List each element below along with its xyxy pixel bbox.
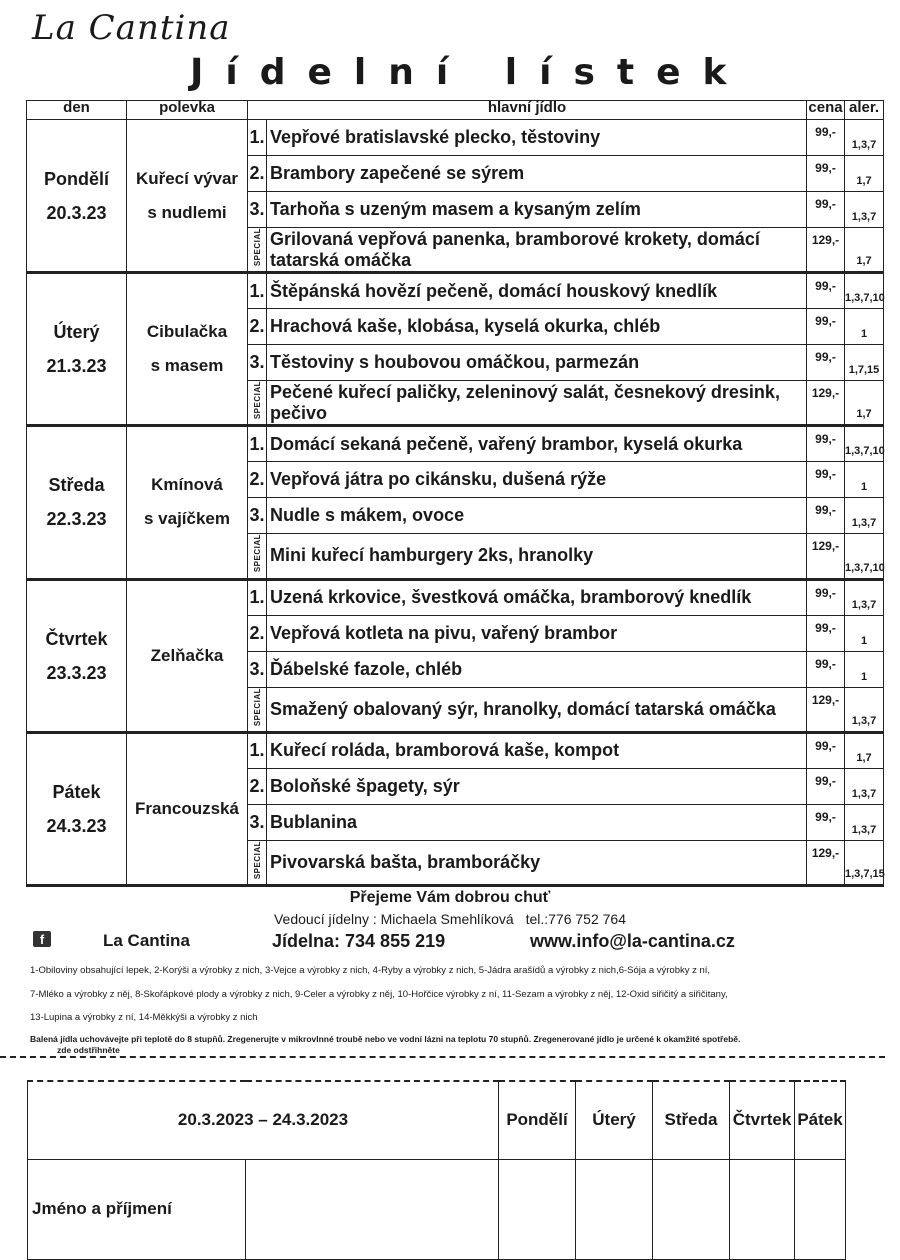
cut-line <box>0 1056 885 1058</box>
dish-number: 1. <box>248 579 267 615</box>
dish-name: Uzená krkovice, švestková omáčka, bramborový knedlík <box>267 579 807 615</box>
soup-cell <box>127 579 248 732</box>
day-cell <box>27 426 127 579</box>
special-label <box>248 381 267 426</box>
dish-number: 2. <box>248 156 267 192</box>
dish-name: Boloňské špagety, sýr <box>267 768 807 804</box>
dish-price: 99,- <box>807 651 845 687</box>
dish-price: 129,- <box>807 687 845 732</box>
dish-name: Tarhoňa s uzeným masem a kysaným zelím <box>267 192 807 228</box>
dish-price: 129,- <box>807 534 845 579</box>
menu-row <box>27 273 884 309</box>
dish-price: 99,- <box>807 804 845 840</box>
day-date: 22.3.23 <box>46 509 107 530</box>
dish-number: 3. <box>248 192 267 228</box>
soup-cell <box>127 273 248 426</box>
dish-name: Mini kuřecí hamburgery 2ks, hranolky <box>267 534 807 579</box>
dish-price: 99,- <box>807 579 845 615</box>
order-name-field[interactable] <box>246 1159 499 1259</box>
dish-allergens: 1,3,7 <box>845 687 884 732</box>
dish-number: 3. <box>248 345 267 381</box>
soup-name: Kuřecí vývar <box>135 168 239 188</box>
header-soup: polevka <box>127 101 248 120</box>
order-date-range: 20.3.2023 – 24.3.2023 <box>28 1081 499 1159</box>
order-cell-3[interactable] <box>730 1159 795 1259</box>
dish-allergens: 1,3,7 <box>845 120 884 156</box>
dish-price: 129,- <box>807 381 845 426</box>
day-name: Úterý <box>53 322 100 343</box>
day-name: Středa <box>48 475 105 496</box>
special-label <box>248 840 267 885</box>
day-date: 24.3.23 <box>46 815 107 836</box>
manager-line <box>0 911 900 927</box>
dish-allergens: 1,3,7,10 <box>845 534 884 579</box>
dish-number: 2. <box>248 309 267 345</box>
special-text: SPECIAL <box>252 534 262 573</box>
day-name: Pátek <box>52 781 101 802</box>
special-label <box>248 228 267 273</box>
allergen-legend-2: 7-Mléko a výrobky z něj, 8-Skořápkové plody a výrobky z nich, 9-Celer a výrobky z něj, 10-Hořčice výrobky z ní, 11-Sezam a výrobky z něj, 12-Oxid siřičitý a siřičitany, <box>30 989 728 1000</box>
dish-price: 99,- <box>807 192 845 228</box>
dish-name: Grilovaná vepřová panenka, bramborové krokety, domácí tatarská omáčka <box>267 228 807 273</box>
dish-price: 99,- <box>807 768 845 804</box>
dish-name: Smažený obalovaný sýr, hranolky, domácí tatarská omáčka <box>267 687 807 732</box>
dish-allergens: 1,3,7,10 <box>845 273 884 309</box>
dish-allergens: 1 <box>845 462 884 498</box>
allergen-legend-3: 13-Lupina a výrobky z ní, 14-Měkkýši a výrobky z nich <box>30 1012 258 1023</box>
header-main: hlavní jídlo <box>248 101 807 120</box>
manager-phone: tel.:776 752 764 <box>525 911 626 927</box>
order-form <box>27 1080 846 1260</box>
soup-name: Cibulačka <box>146 322 228 342</box>
dish-number: 1. <box>248 273 267 309</box>
dish-name: Pivovarská bašta, bramboráčky <box>267 840 807 885</box>
menu-row <box>27 732 884 768</box>
soup-detail: s masem <box>150 356 224 376</box>
dish-name: Bublanina <box>267 804 807 840</box>
brand-logo: La Cantina <box>32 8 231 48</box>
dish-allergens: 1,3,7 <box>845 579 884 615</box>
day-name: Čtvrtek <box>45 628 108 649</box>
dish-name: Nudle s mákem, ovoce <box>267 498 807 534</box>
dish-name: Těstoviny s houbovou omáčkou, parmezán <box>267 345 807 381</box>
day-cell <box>27 579 127 732</box>
dish-price: 99,- <box>807 462 845 498</box>
dish-price: 99,- <box>807 732 845 768</box>
order-cell-4[interactable] <box>795 1159 846 1259</box>
dish-price: 99,- <box>807 345 845 381</box>
day-date: 21.3.23 <box>46 356 107 377</box>
soup-name: Kmínová <box>151 475 223 495</box>
dish-price: 99,- <box>807 426 845 462</box>
dish-allergens: 1 <box>845 615 884 651</box>
order-day-3: Čtvrtek <box>730 1081 795 1159</box>
menu-row <box>27 426 884 462</box>
order-day-1: Úterý <box>576 1081 653 1159</box>
dish-allergens: 1 <box>845 651 884 687</box>
dish-name: Vepřová kotleta na pivu, vařený brambor <box>267 615 807 651</box>
dish-number: 1. <box>248 732 267 768</box>
soup-cell <box>127 732 248 885</box>
dish-name: Domácí sekaná pečeně, vařený brambor, kyselá okurka <box>267 426 807 462</box>
dish-number: 2. <box>248 615 267 651</box>
order-cell-0[interactable] <box>499 1159 576 1259</box>
dish-number: 3. <box>248 804 267 840</box>
special-label <box>248 534 267 579</box>
header-price: cena <box>807 101 845 120</box>
web-address: www.info@la-cantina.cz <box>530 931 735 951</box>
dish-price: 129,- <box>807 840 845 885</box>
dish-allergens: 1,3,7,15 <box>845 840 884 885</box>
facebook-name: La Cantina <box>103 931 190 950</box>
cut-label: zde odstřihněte <box>57 1045 120 1055</box>
storage-note: Balená jídla uchovávejte při teplotě do 8 stupňů. Zregenerujte v mikrovlnné troubě nebo ve vodní lázni na teplotu 70 stupňů. Zregenerované jídlo je určené k okamžité spotřebě. <box>30 1034 741 1044</box>
page-title: Jídelní lístek <box>190 52 749 93</box>
order-cell-2[interactable] <box>653 1159 730 1259</box>
dish-allergens: 1,7 <box>845 156 884 192</box>
special-text: SPECIAL <box>252 228 262 267</box>
order-day-0: Pondělí <box>499 1081 576 1159</box>
soup-name: Francouzská <box>135 798 239 818</box>
menu-row <box>27 120 884 156</box>
special-label <box>248 687 267 732</box>
special-text: SPECIAL <box>252 840 262 879</box>
day-cell <box>27 732 127 885</box>
dish-allergens: 1,3,7 <box>845 804 884 840</box>
dish-number: 3. <box>248 651 267 687</box>
dish-price: 99,- <box>807 120 845 156</box>
dish-price: 129,- <box>807 228 845 273</box>
soup-detail: s nudlemi <box>147 202 227 222</box>
order-cell-1[interactable] <box>576 1159 653 1259</box>
dish-name: Pečené kuřecí paličky, zeleninový salát, česnekový dresink, pečivo <box>267 381 807 426</box>
dish-name: Vepřové bratislavské plecko, těstoviny <box>267 120 807 156</box>
dish-allergens: 1,7 <box>845 228 884 273</box>
day-date: 20.3.23 <box>46 202 107 223</box>
manager-name: Vedoucí jídelny : Michaela Smehlíková <box>273 911 514 927</box>
day-date: 23.3.23 <box>46 662 107 683</box>
header-day: den <box>27 101 127 120</box>
soup-cell <box>127 426 248 579</box>
dish-allergens: 1 <box>845 309 884 345</box>
day-name: Pondělí <box>43 168 109 189</box>
canteen-phone: Jídelna: 734 855 219 <box>272 931 446 951</box>
dish-allergens: 1,3,7,10 <box>845 426 884 462</box>
header-allergens: aler. <box>845 101 884 120</box>
soup-detail: s vajíčkem <box>143 509 230 529</box>
dish-price: 99,- <box>807 309 845 345</box>
dish-number: 3. <box>248 498 267 534</box>
day-cell <box>27 273 127 426</box>
dish-name: Štěpánská hovězí pečeně, domácí houskový knedlík <box>267 273 807 309</box>
dish-number: 1. <box>248 426 267 462</box>
dish-number: 2. <box>248 462 267 498</box>
menu-row <box>27 579 884 615</box>
order-day-2: Středa <box>653 1081 730 1159</box>
dish-name: Ďábelské fazole, chléb <box>267 651 807 687</box>
day-cell <box>27 120 127 273</box>
allergen-legend-1: 1-Obiloviny obsahující lepek, 2-Korýši a výrobky z nich, 3-Vejce a výrobky z nich, 4-Ryby a výrobky z nich, 5-Jádra arašídů a výrobky z nich,6-Sója a výrobky z ní, <box>30 965 711 976</box>
dish-price: 99,- <box>807 498 845 534</box>
dish-price: 99,- <box>807 615 845 651</box>
menu-table <box>26 100 884 887</box>
dish-name: Hrachová kaše, klobása, kyselá okurka, chléb <box>267 309 807 345</box>
closing-wish: Přejeme Vám dobrou chuť <box>349 889 551 906</box>
dish-price: 99,- <box>807 273 845 309</box>
order-day-4: Pátek <box>795 1081 846 1159</box>
order-name-label: Jméno a příjmení <box>28 1159 246 1259</box>
dish-allergens: 1,7 <box>845 381 884 426</box>
facebook-icon: f <box>33 931 51 947</box>
dish-allergens: 1,7,15 <box>845 345 884 381</box>
dish-allergens: 1,3,7 <box>845 192 884 228</box>
dish-name: Vepřová játra po cikánsku, dušená rýže <box>267 462 807 498</box>
dish-name: Kuřecí roláda, bramborová kaše, kompot <box>267 732 807 768</box>
dish-number: 2. <box>248 768 267 804</box>
dish-allergens: 1,3,7 <box>845 768 884 804</box>
soup-name: Zelňačka <box>150 645 224 665</box>
dish-allergens: 1,3,7 <box>845 498 884 534</box>
soup-cell <box>127 120 248 273</box>
special-text: SPECIAL <box>252 381 262 420</box>
dish-price: 99,- <box>807 156 845 192</box>
special-text: SPECIAL <box>252 687 262 726</box>
dish-name: Brambory zapečené se sýrem <box>267 156 807 192</box>
dish-number: 1. <box>248 120 267 156</box>
dish-allergens: 1,7 <box>845 732 884 768</box>
